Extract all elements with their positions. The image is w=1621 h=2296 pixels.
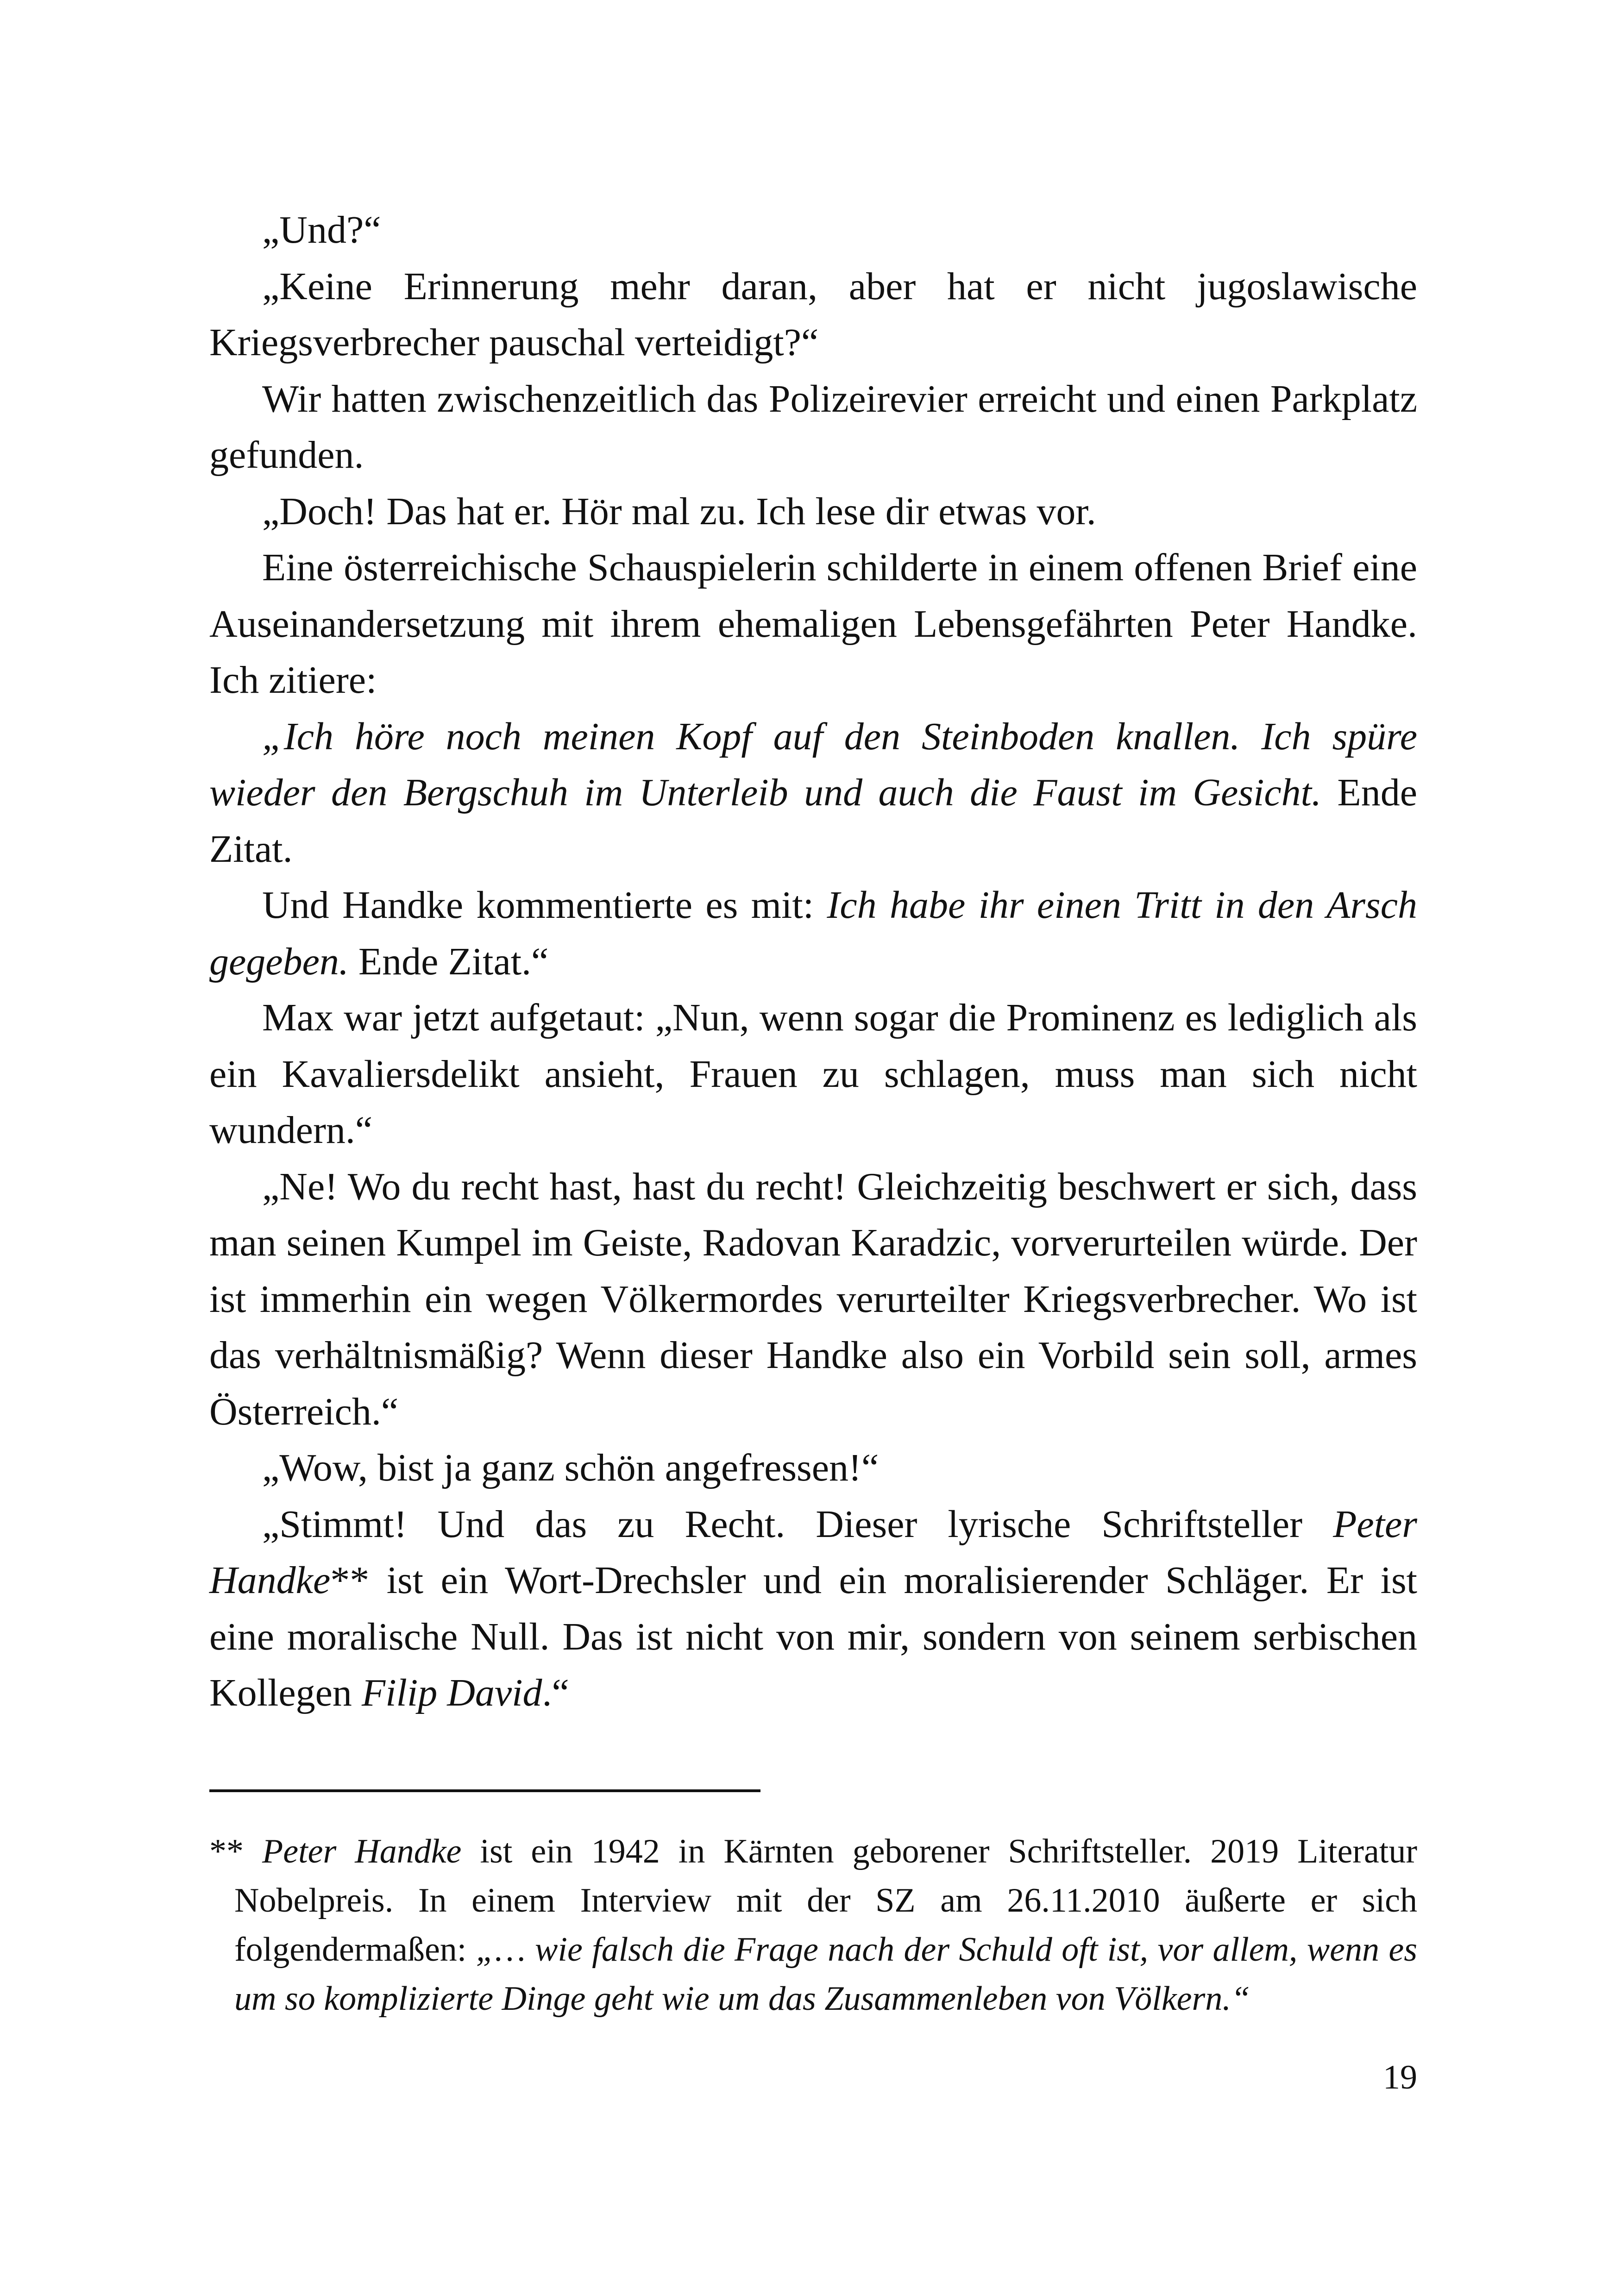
paragraph	[209, 1440, 1417, 1496]
text-segment: „Wow, bist ja ganz schön angefressen!“	[262, 1446, 879, 1489]
text-segment: „Doch! Das hat er. Hör mal zu. Ich lese dir etwas vor.	[262, 489, 1096, 533]
text-segment: ist ein 1942 in Kärnten geborener Schriftsteller. 2019 Literatur Nobelpreis. In einem Interview mit der SZ am 26.11.2010 äußerte er sich folgendermaßen:	[234, 1832, 1417, 1969]
text-segment: Max war jetzt aufgetaut: „Nun, wenn sogar die Prominenz es lediglich als ein Kavaliersdelikt ansieht, Frauen zu schlagen, muss man sich nicht wundern.“	[209, 996, 1417, 1152]
text-segment: „Keine Erinnerung mehr daran, aber hat er nicht jugoslawische Kriegsverbrecher pauschal verteidigt?“	[209, 264, 1417, 364]
body-text	[209, 202, 1417, 1721]
paragraph	[209, 1159, 1417, 1440]
text-segment: Eine österreichische Schauspielerin schilderte in einem offenen Brief eine Auseinandersetzung mit ihrem ehemaligen Lebensgefährten Peter Handke. Ich zitiere:	[209, 546, 1417, 702]
text-segment: **	[209, 1832, 263, 1870]
italic-segment: „… wie falsch die Frage nach der Schuld oft ist, vor allem, wenn es um so komplizierte Dinge geht wie um das Zusammenleben von Völkern.“	[234, 1931, 1418, 2018]
paragraph	[209, 990, 1417, 1159]
page-number: 19	[1383, 2058, 1417, 2096]
text-segment: ** ist ein Wort-Drechsler und ein moralisierender Schläger. Er ist eine moralische Null. Das ist nicht von mir, sondern von seinem serbischen Kollegen	[209, 1559, 1417, 1714]
text-segment: „Und?“	[262, 208, 381, 251]
italic-segment: Ich habe ihr einen Tritt in den Arsch gegeben.	[209, 884, 1417, 983]
italic-segment: Peter Handke	[209, 1502, 1417, 1602]
text-segment: „Stimmt! Und das zu Recht. Dieser lyrische Schriftsteller	[262, 1502, 1333, 1546]
paragraph	[209, 483, 1417, 540]
text-segment: Ende Zitat.	[209, 771, 1418, 871]
italic-segment: Filip David	[361, 1671, 542, 1714]
paragraph	[209, 539, 1417, 709]
italic-segment: Peter Handke	[262, 1832, 462, 1870]
text-segment: „Ne! Wo du recht hast, hast du recht! Gleichzeitig beschwert er sich, dass man seinen Kumpel im Geiste, Radovan Karadzic, vorverurteilen würde. Der ist immerhin ein wegen Völkermordes verurteilter Kriegsverbrecher. Wo ist das verhältnismäßig? Wenn dieser Handke also ein Vorbild sein soll, armes Österreich.“	[209, 1165, 1417, 1433]
paragraph	[209, 877, 1417, 990]
paragraph	[209, 258, 1417, 371]
paragraph	[209, 709, 1417, 878]
paragraph	[209, 1496, 1417, 1721]
paragraph	[209, 202, 1417, 258]
italic-segment: „Ich höre noch meinen Kopf auf den Steinboden knallen. Ich spüre wieder den Bergschuh im Unterleib und auch die Faust im Gesicht.	[209, 715, 1417, 814]
text-segment: .“	[542, 1671, 569, 1714]
text-segment: Und Handke kommentierte es mit:	[262, 884, 827, 927]
footnote	[209, 1827, 1417, 2023]
footnote-rule	[209, 1789, 760, 1792]
text-segment: Wir hatten zwischenzeitlich das Polizeirevier erreicht und einen Parkplatz gefunden.	[209, 377, 1417, 477]
paragraph	[209, 371, 1417, 483]
text-segment: Ende Zitat.“	[348, 940, 549, 983]
